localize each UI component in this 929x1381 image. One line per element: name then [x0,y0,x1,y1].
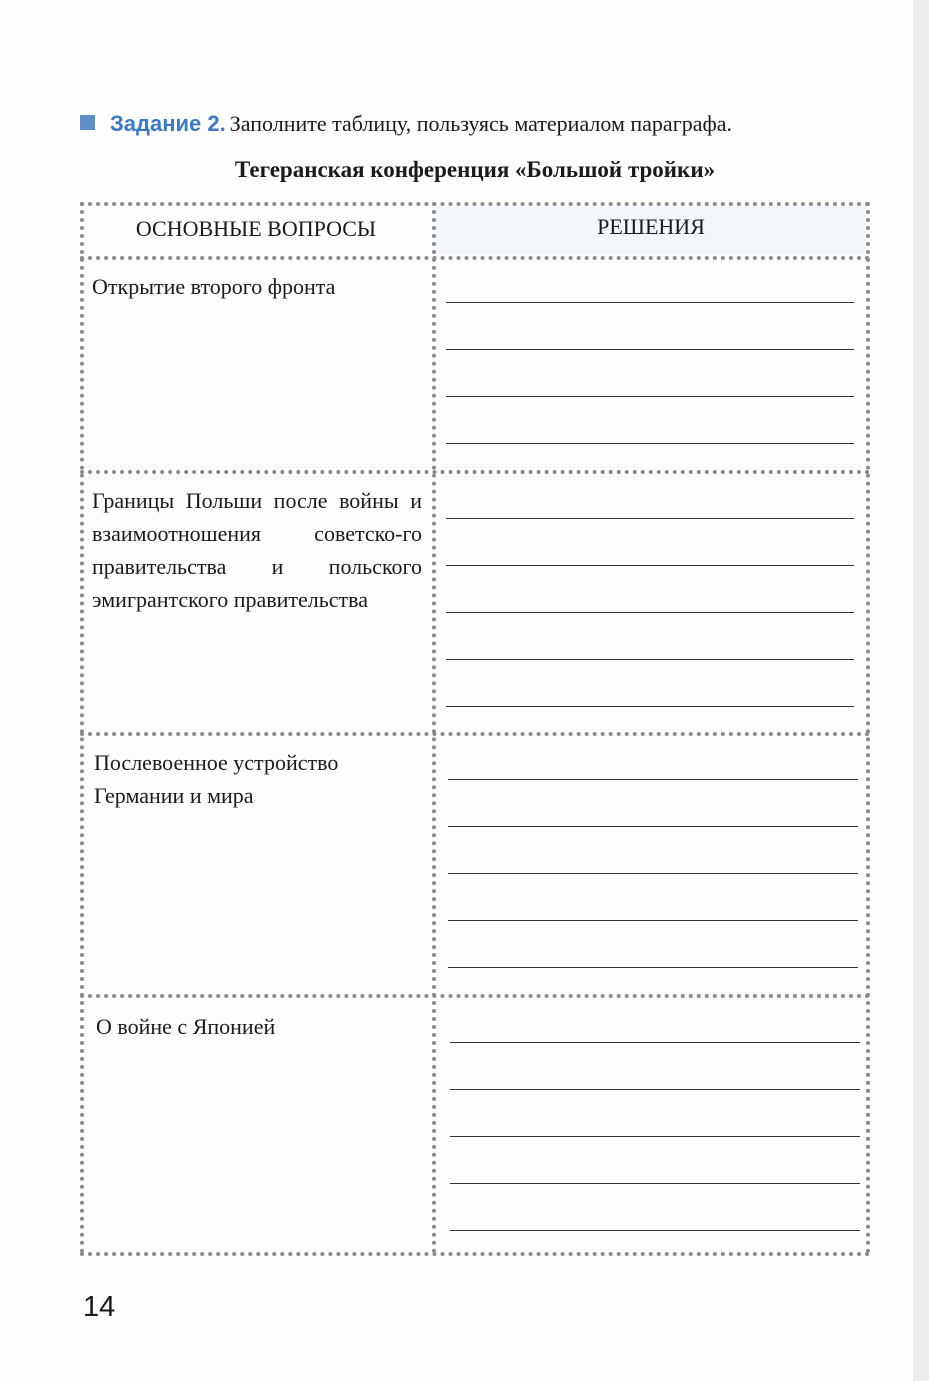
question-4: О войне с Японией [96,1014,276,1039]
answer-line[interactable] [448,920,858,921]
answer-line[interactable] [448,826,858,827]
answer-line[interactable] [448,967,858,968]
answer-line[interactable] [450,1183,860,1184]
column-divider [432,202,436,1254]
table-border-top [80,202,870,206]
answer-line[interactable] [446,565,854,566]
header-divider [80,256,870,260]
header-questions: ОСНОВНЫЕ ВОПРОСЫ [135,216,377,241]
table-border-bottom [80,1252,870,1256]
table-border-right [866,202,870,1254]
answer-line[interactable] [450,1042,860,1043]
answer-line[interactable] [446,518,854,519]
row-divider-1 [80,470,870,474]
question-2: Границы Польши после войны и взаимоотношения советско-го правительства и польского эмигрантского правительства [92,488,422,612]
table-title: Тегеранская конференция «Большой тройки» [234,157,716,182]
question-1: Открытие второго фронта [92,274,336,299]
page-number: 14 [83,1291,116,1323]
answer-line[interactable] [446,443,854,444]
answer-line[interactable] [446,302,854,303]
answer-line[interactable] [450,1230,860,1231]
answer-line[interactable] [448,779,858,780]
answer-line[interactable] [446,349,854,350]
task-label: Задание 2. [110,111,226,136]
answer-line[interactable] [446,706,854,707]
table-border-left [80,202,84,1254]
task-heading [80,111,732,137]
answer-line[interactable] [448,873,858,874]
row-divider-3 [80,994,870,998]
task-text: Заполните таблицу, пользуясь материалом параграфа. [229,111,732,136]
bullet-square-icon [80,115,95,130]
answer-line[interactable] [446,659,854,660]
header-decisions: РЕШЕНИЯ [597,214,705,239]
answer-line[interactable] [450,1136,860,1137]
row-divider-2 [80,732,870,736]
answer-line[interactable] [446,612,854,613]
answer-line[interactable] [450,1089,860,1090]
answer-line[interactable] [446,396,854,397]
question-3: Послевоенное устройство Германии и мира [94,750,339,808]
page-edge [913,0,929,1381]
conference-table [80,202,870,1254]
